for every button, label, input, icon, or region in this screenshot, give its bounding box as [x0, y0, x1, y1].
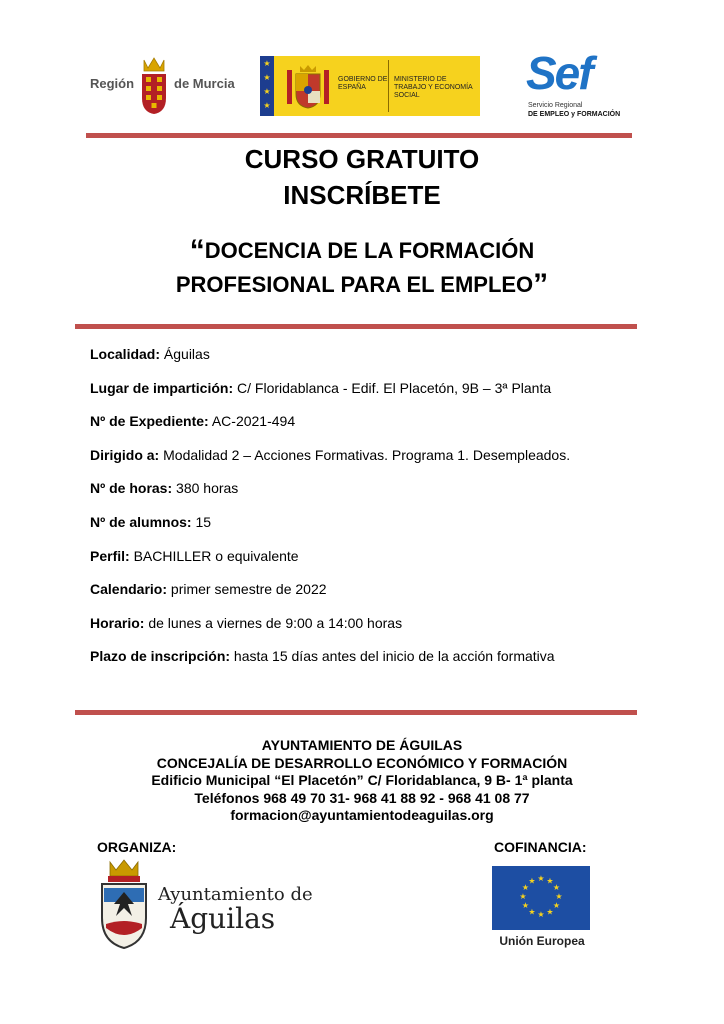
detail-horario — [90, 609, 690, 643]
murcia-logo-text-right: de Murcia — [174, 76, 235, 91]
cofinancia-label: COFINANCIA: — [494, 839, 587, 855]
contact-concejalia: CONCEJALÍA DE DESARROLLO ECONÓMICO Y FORMACIÓN — [156, 754, 568, 771]
open-quote: “ — [189, 234, 205, 267]
eu-stripe: ★ ★ ★ ★ — [260, 56, 274, 116]
detail-label: Nº de Expediente: — [90, 413, 209, 430]
close-quote: ” — [533, 268, 549, 301]
detail-alumnos — [90, 508, 690, 542]
gobierno-espana-logo — [260, 56, 480, 116]
svg-text:★: ★ — [519, 892, 527, 901]
detail-value: 15 — [195, 513, 212, 530]
contact-address: Edificio Municipal “El Placetón” C/ Floridablanca, 9 B- 1ª planta — [151, 772, 573, 789]
detail-label: Dirigido a: — [90, 446, 160, 463]
detail-plazo — [90, 642, 690, 676]
region-de-murcia-logo — [88, 54, 238, 118]
detail-expediente — [90, 407, 690, 441]
course-details — [90, 340, 690, 676]
detail-value: Modalidad 2 – Acciones Formativas. Programa 1. Desempleados. — [163, 446, 571, 463]
aguilas-logo-text-1: Ayuntamiento de — [158, 884, 313, 905]
title-inscribete: INSCRÍBETE — [283, 180, 441, 210]
aguilas-logo-text-2: Águilas — [170, 902, 276, 935]
svg-text:★: ★ — [552, 883, 561, 892]
course-name-line-2 — [0, 268, 724, 302]
svg-text:★: ★ — [521, 901, 530, 910]
detail-horas — [90, 474, 690, 508]
detail-value: BACHILLER o equivalente — [133, 547, 299, 564]
course-name-text-2: PROFESIONAL PARA EL EMPLEO — [175, 272, 534, 297]
svg-text:★: ★ — [528, 876, 536, 886]
top-divider — [86, 133, 632, 138]
svg-text:★: ★ — [537, 874, 545, 883]
detail-label: Horario: — [90, 614, 145, 631]
sef-subtitle-2: DE EMPLEO y FORMACIÓN — [528, 111, 621, 118]
murcia-logo-text-left: Región — [90, 76, 135, 91]
svg-text:★: ★ — [537, 910, 545, 919]
detail-value: AC-2021-494 — [211, 413, 296, 430]
contact-phones: Teléfonos 968 49 70 31- 968 41 88 92 - 968 41 08 77 — [194, 789, 530, 806]
sef-wordmark: Sef — [526, 47, 592, 99]
detail-dirigido — [90, 441, 690, 475]
detail-value: Águilas — [163, 346, 210, 362]
contact-block — [0, 737, 724, 825]
contact-email: formacion@ayuntamientodeaguilas.org — [230, 807, 494, 824]
svg-text:★: ★ — [546, 907, 554, 917]
svg-text:★: ★ — [521, 883, 530, 892]
detail-localidad — [90, 340, 690, 374]
detail-label: Calendario: — [90, 581, 168, 598]
union-europea-logo — [490, 864, 594, 950]
svg-text:★: ★ — [528, 907, 536, 917]
detail-label: Nº de alumnos: — [90, 513, 192, 530]
detail-label: Lugar de impartición: — [90, 379, 234, 396]
gobierno-text: GOBIERNO DE ESPAÑA — [338, 76, 388, 91]
title-curso-gratuito: CURSO GRATUITO — [244, 144, 480, 174]
detail-value: de lunes a viernes de 9:00 a 14:00 horas — [148, 614, 403, 631]
gov-divider — [388, 60, 389, 112]
sef-logo — [526, 47, 636, 124]
details-top-divider — [75, 324, 637, 329]
detail-value: 380 horas — [176, 480, 239, 497]
detail-perfil — [90, 542, 690, 576]
eu-flag-icon — [492, 866, 590, 930]
svg-text:★: ★ — [546, 876, 554, 886]
organiza-label: ORGANIZA: — [97, 839, 177, 855]
detail-value: primer semestre de 2022 — [170, 581, 327, 598]
detail-value: hasta 15 días antes del inicio de la acción formativa — [233, 648, 555, 665]
details-bottom-divider — [75, 710, 637, 715]
eu-label-text: Unión Europea — [499, 934, 585, 948]
detail-value: C/ Floridablanca - Edif. El Placetón, 9B – 3ª Planta — [237, 379, 552, 396]
detail-label: Plazo de inscripción: — [90, 648, 231, 665]
detail-label: Perfil: — [90, 547, 130, 564]
detail-calendario — [90, 575, 690, 609]
murcia-coat-of-arms-icon — [137, 56, 171, 116]
aguilas-coat-of-arms-icon — [96, 858, 152, 950]
course-name-text-1: DOCENCIA DE LA FORMACIÓN — [204, 238, 535, 263]
contact-ayuntamiento: AYUNTAMIENTO DE ÁGUILAS — [261, 737, 463, 753]
ayuntamiento-aguilas-logo — [96, 858, 316, 950]
ministerio-text: MINISTERIO DE TRABAJO Y ECONOMÍA SOCIAL — [394, 76, 473, 99]
detail-label: Nº de horas: — [90, 480, 173, 497]
course-name-line-1 — [0, 234, 724, 268]
detail-label: Localidad: — [90, 346, 161, 362]
spain-coat-of-arms-icon — [284, 62, 332, 110]
svg-text:★: ★ — [555, 892, 563, 901]
detail-lugar — [90, 374, 690, 408]
svg-text:★: ★ — [552, 901, 561, 910]
sef-subtitle-1: Servicio Regional — [528, 102, 583, 109]
